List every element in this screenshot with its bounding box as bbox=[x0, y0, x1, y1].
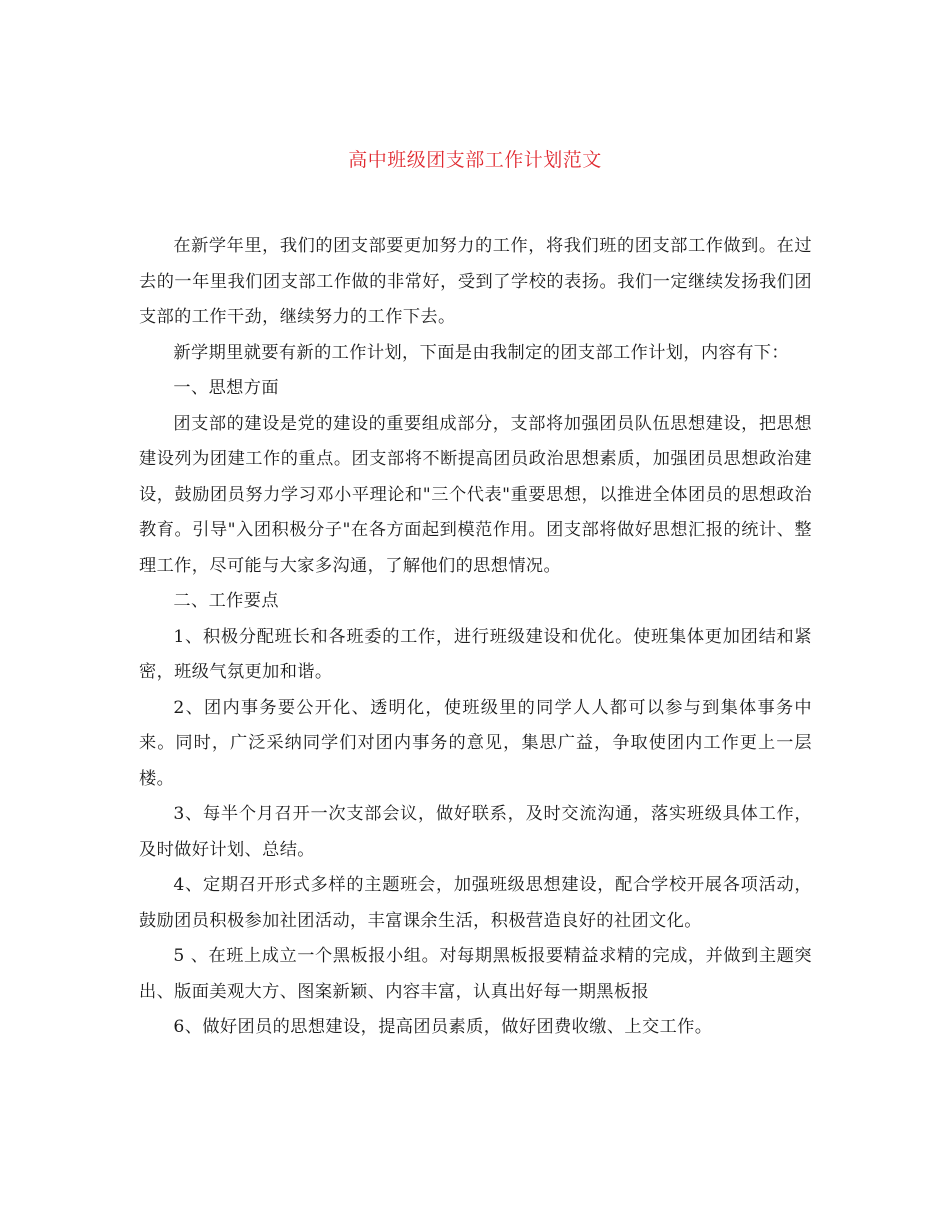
paragraph-intro: 在新学年里，我们的团支部要更加努力的工作，将我们班的团支部工作做到。在过去的一年里我们团支部工作做的非常好，受到了学校的表扬。我们一定继续发扬我们团支部的工作干劲，继续努力的工作下去。 bbox=[139, 236, 812, 327]
document-body bbox=[139, 229, 812, 1046]
paragraph-thought: 团支部的建设是党的建设的重要组成部分，支部将加强团员队伍思想建设，把思想建设列为团建工作的重点。团支部将不断提高团员政治思想素质，加强团员思想政治建设，鼓励团员努力学习邓小平理论和"三个代表"重要思想，以推进全体团员的思想政治教育。引导"入团积极分子"在各方面起到模范作用。团支部将做好思想汇报的统计、整理工作，尽可能与大家多沟通，了解他们的思想情况。 bbox=[139, 413, 812, 576]
list-item-2: 2、团内事务要公开化、透明化，使班级里的同学人人都可以参与到集体事务中来。同时，广泛采纳同学们对团内事务的意见，集思广益，争取使团内工作更上一层楼。 bbox=[139, 697, 812, 789]
list-item-5: 5 、在班上成立一个黑板报小组。对每期黑板报要精益求精的完成，并做到主题突出、版面美观大方、图案新颖、内容丰富，认真出好每一期黑板报 bbox=[139, 946, 812, 1002]
section-heading-work-points: 二、工作要点 bbox=[173, 591, 279, 611]
list-item-6: 6、做好团员的思想建设，提高团员素质，做好团费收缴、上交工作。 bbox=[173, 1017, 713, 1037]
list-item-3: 3、每半个月召开一次支部会议，做好联系，及时交流沟通，落实班级具体工作，及时做好计划、总结。 bbox=[139, 804, 812, 860]
paragraph-plan-intro: 新学期里就要有新的工作计划，下面是由我制定的团支部工作计划，内容有下： bbox=[173, 342, 789, 363]
list-item-1: 1、积极分配班长和各班委的工作，进行班级建设和优化。使班集体更加团结和紧密，班级气氛更加和谐。 bbox=[139, 626, 812, 682]
document-title: 高中班级团支部工作计划范文 bbox=[348, 149, 602, 171]
section-heading-thought: 一、思想方面 bbox=[173, 378, 279, 398]
list-item-4: 4、定期召开形式多样的主题班会，加强班级思想建设，配合学校开展各项活动，鼓励团员积极参加社团活动，丰富课余生活，积极营造良好的社团文化。 bbox=[139, 875, 812, 931]
